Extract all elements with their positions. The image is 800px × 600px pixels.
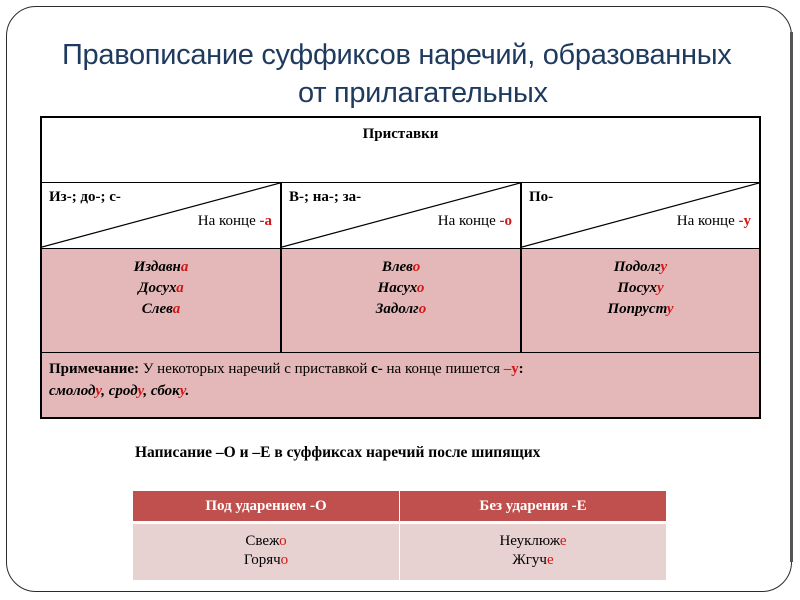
example-word [400,551,666,570]
example-word [282,299,520,320]
word-stem: Насух [377,280,417,296]
examples-row [42,249,759,353]
title-line-1: Правописание суффиксов наречий, образованных [62,39,732,71]
title-line-2: от прилагательных [298,77,548,109]
word-ending: а [176,280,184,296]
word-ending: у [666,301,674,317]
example-words [42,257,280,320]
section-subtitle: Написание –О и –Е в суффиксах наречий после шипящих [135,444,541,461]
ending-value: -о [499,213,512,229]
example-word [522,257,759,278]
example-word [282,278,520,299]
prefixes-table [40,116,761,419]
word-ending: о [418,301,427,317]
word-ending: а [172,301,181,317]
ending-value: -у [738,213,751,229]
example-word [42,278,280,299]
frame-right-bar [790,32,793,562]
word-stem: Свеж [245,533,280,549]
table2-header-row [133,491,666,521]
ending-value: -а [259,213,272,229]
word-stem: Посух [617,280,657,296]
ending-text: На конце [197,213,260,229]
example-word [282,257,520,278]
note-example-sep: . [185,383,190,399]
example-words [522,257,759,320]
note-row [42,353,759,417]
table2-header-unstressed: Без ударения -Е [399,491,666,521]
word-ending: а [180,259,189,275]
table2-header-stressed: Под ударением -О [205,498,327,514]
table2-body-row [133,524,666,580]
note-ending: –у [503,361,519,377]
note-label: Примечание [49,361,135,377]
word-stem: Влев [381,259,413,275]
note-example-ending: у [137,383,144,399]
word-ending: у [660,259,668,275]
note-example-sep: , [101,383,109,399]
example-word [133,551,399,570]
word-stem: Издавн [133,259,181,275]
note-example-ending: у [95,383,102,399]
word-ending: о [280,552,289,568]
note-example-sep: , [143,383,151,399]
note-example-stem: смолод [49,383,96,399]
example-word [522,278,759,299]
note-colon: : [134,361,140,377]
o-e-suffix-table [133,491,666,580]
ending-label [438,213,512,230]
note-text [49,359,524,379]
word-ending: у [657,280,664,296]
example-words [282,257,520,320]
word-stem: Задолг [375,301,419,317]
note-ending-colon: : [518,361,524,377]
prefix-cell-2 [282,183,522,248]
prefix-label: По- [529,189,554,205]
word-ending: е [546,552,554,568]
prefix-label: В-; на-; за- [289,189,362,205]
word-stem: Подолг [613,259,661,275]
word-stem: Горяч [243,552,281,568]
prefix-cell-1 [42,183,282,248]
ending-label [677,213,751,230]
word-ending: о [416,280,425,296]
prefix-label: Из-; до-; с- [49,189,121,205]
word-stem: Попруст [607,301,667,317]
example-word [42,299,280,320]
note-example-stem: срод [108,383,138,399]
word-stem: Слев [141,301,173,317]
table2-cell-stressed [133,524,399,580]
word-ending: о [412,259,421,275]
examples-cell-1 [42,249,282,352]
table-header-row [42,118,759,183]
table2-cell-unstressed [399,524,666,580]
ending-text: На конце [437,213,500,229]
note-prefix: с- [371,361,383,377]
note-text-after: на конце пишется [382,361,504,377]
ending-label [198,213,272,230]
prefix-row [42,183,759,249]
table-header-prefixes: Приставки [362,126,439,142]
word-stem: Неуклюж [499,533,560,549]
example-word [522,299,759,320]
prefix-cell-3 [522,183,759,248]
examples-cell-3 [522,249,759,352]
word-ending: о [279,533,287,549]
example-word [400,532,666,551]
note-example-stem: сбок [150,383,180,399]
word-ending: е [559,533,567,549]
word-stem: Жгуч [512,552,547,568]
example-word [133,532,399,551]
ending-text: На конце [676,213,739,229]
examples-cell-2 [282,249,522,352]
word-stem: Досух [138,280,177,296]
page-title [40,36,760,112]
example-word [42,257,280,278]
note-text-before: У некоторых наречий с приставкой [139,361,372,377]
note-example-ending: у [179,383,186,399]
note-examples [49,381,189,401]
